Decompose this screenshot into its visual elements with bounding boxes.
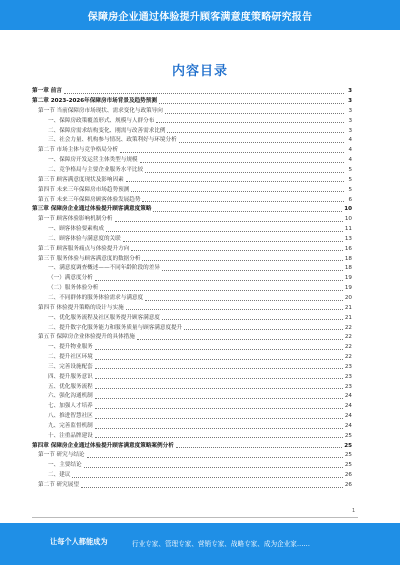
toc-entry-label: 二、建议 (48, 472, 71, 479)
toc-entry[interactable] (32, 469, 352, 479)
toc-entry[interactable] (32, 164, 352, 174)
toc-entry[interactable] (32, 115, 352, 125)
toc-entry[interactable] (32, 144, 352, 154)
toc-entry[interactable] (32, 233, 352, 243)
toc-entry-page: 5 (348, 176, 352, 183)
toc-entry-label: 一、提升物业服务 (48, 344, 93, 351)
toc-entry[interactable] (32, 321, 352, 331)
toc-entry-label: 七、加强人才培养 (48, 403, 93, 410)
toc-entry[interactable] (32, 252, 352, 262)
toc-entry-page: 23 (344, 383, 352, 390)
toc-leader-dots (64, 93, 344, 94)
toc-entry-label: 二、不同群体的服务体验需求与满意度 (48, 294, 144, 301)
toc-entry-page: 25 (344, 442, 352, 449)
toc-leader-dots (145, 172, 344, 173)
toc-leader-dots (131, 191, 344, 192)
toc-leader-dots (120, 152, 344, 153)
toc-leader-dots (184, 329, 343, 330)
toc-entry-page: 22 (344, 324, 352, 331)
toc-entry[interactable] (32, 341, 352, 351)
toc-leader-dots (156, 122, 344, 123)
toc-leader-dots (95, 378, 343, 379)
toc-entry[interactable] (32, 351, 352, 361)
toc-leader-dots (165, 113, 344, 114)
toc-entry-page: 11 (344, 226, 352, 233)
toc-leader-dots (72, 477, 342, 478)
toc-entry-page: 25 (344, 452, 352, 459)
toc-leader-dots (131, 250, 343, 251)
toc-entry-label: 一、顾客体验要素构成 (48, 226, 104, 233)
toc-entry[interactable] (32, 193, 352, 203)
footer-slogan: 让每个人都能成为 (50, 537, 108, 546)
toc-entry-label: 第一节 顾客体验影响机制分析 (38, 216, 113, 223)
toc-entry-page: 5 (348, 167, 352, 173)
toc-entry[interactable] (32, 302, 352, 312)
toc-leader-dots (100, 290, 343, 291)
toc-entry-page: 22 (344, 334, 352, 341)
toc-leader-dots (176, 447, 342, 448)
toc-leader-dots (95, 437, 343, 438)
toc-entry[interactable] (32, 311, 352, 321)
toc-leader-dots (95, 280, 343, 281)
toc-entry-label: 三、完善设施配套 (48, 363, 93, 370)
toc-entry-page: 3 (348, 107, 352, 114)
toc-entry[interactable] (32, 262, 352, 272)
toc-entry[interactable] (32, 134, 352, 144)
toc-entry-label: 第一节 研究与结论 (38, 452, 85, 459)
toc-entry-page: 24 (344, 422, 352, 429)
toc-entry[interactable] (32, 439, 352, 449)
toc-leader-dots (95, 418, 343, 419)
toc-leader-dots (95, 398, 343, 399)
toc-entry-page: 26 (344, 472, 352, 479)
toc-entry[interactable] (32, 370, 352, 380)
footer-bar (0, 523, 400, 565)
toc-entry-label: （一）满意度分析 (48, 275, 93, 282)
toc-entry-label: 一、保障房政策覆盖形式、规模与人群分布 (48, 117, 155, 124)
toc-entry-label: 一、满意度调查概述——不同年龄阶段的差异 (48, 265, 160, 272)
toc-entry-label: 三、社会力量、机构参与情况、政策利好与环境分析 (48, 137, 177, 144)
toc-leader-dots (153, 211, 342, 212)
toc-entry-page: 4 (348, 147, 352, 154)
toc-entry-page: 24 (344, 403, 352, 410)
toc-entry-label: 一、主要结论 (48, 462, 82, 469)
toc-entry-label: 第一章 前言 (32, 88, 62, 95)
toc-leader-dots (126, 181, 344, 182)
toc-entry-page: 21 (344, 314, 352, 321)
toc-entry[interactable] (32, 331, 352, 341)
toc-entry-label: 二、竞争格局与主要企业服务水平比较 (48, 167, 144, 173)
toc-leader-dots (145, 300, 343, 301)
toc-entry[interactable] (32, 272, 352, 282)
toc-entry[interactable] (32, 154, 352, 164)
toc-entry-page: 4 (348, 157, 352, 164)
toc-entry-page: 26 (344, 482, 352, 488)
toc-entry[interactable] (32, 282, 352, 292)
toc-entry[interactable] (32, 223, 352, 233)
toc-entry-label: 第三章 保障房企业通过体验提升顾客满意度策略 (32, 206, 152, 213)
toc-entry-label: 二、保障房需求结构变化、刚需与改善需求比例 (48, 127, 166, 134)
toc-entry-page: 19 (344, 275, 352, 282)
toc-leader-dots (123, 241, 343, 242)
toc-entry[interactable] (32, 85, 352, 95)
toc-entry-label: 第三节 服务体验与顾客满意度的数据分析 (38, 255, 141, 262)
toc-entry-page: 10 (344, 206, 352, 213)
toc-entry-label: 第四节 体验提升策略的设计与实施 (38, 304, 124, 311)
toc-entry-label: 六、强化沟通机制 (48, 393, 93, 400)
toc-entry-page: 18 (344, 255, 352, 262)
toc-entry-label: （二）服务体验分析 (48, 285, 99, 292)
toc-entry-page: 3 (348, 98, 352, 105)
toc-entry-label: 二、顾客体验与满意度的关联 (48, 235, 121, 242)
toc-entry-page: 5 (348, 186, 352, 193)
toc-entry-label: 第四节 未来三年保障房市场趋势预测 (38, 186, 130, 193)
toc-entry-page: 23 (344, 373, 352, 380)
toc-entry[interactable] (32, 124, 352, 134)
footer-roles: 行业专家、管理专家、营销专家、战略专家、成为企业家…… (132, 540, 311, 548)
toc-leader-dots (142, 201, 344, 202)
toc-entry-label: 一、保障房开发运营主体类型与规模 (48, 157, 138, 164)
toc-leader-dots (140, 162, 344, 163)
toc-entry-label: 四、提升服务意识 (48, 373, 93, 380)
toc-entry-label: 二、提升数字化服务能力和服务质量与顾客满意度提升 (48, 324, 183, 331)
toc-entry[interactable] (32, 449, 352, 459)
toc-entry[interactable] (32, 183, 352, 193)
toc-entry-label: 二、提升社区环境 (48, 354, 93, 361)
toc-entry-page: 18 (344, 265, 352, 272)
toc-entry-label: 第三节 顾客满意度现状及影响因素 (38, 176, 124, 183)
toc-entry-label: 九、完善监督机制 (48, 422, 93, 429)
toc-entry-page: 3 (348, 117, 352, 124)
toc-entry-label: 第二节 研究展望 (38, 482, 79, 488)
toc-entry[interactable] (32, 380, 352, 390)
toc-entry-label: 第四章 保障房企业通过体验提升顾客满意度策略案例分析 (32, 442, 174, 449)
toc-entry-page: 3 (348, 127, 352, 134)
toc-leader-dots (95, 349, 343, 350)
toc-entry-label: 第一节 当前保障房市场现状、需求变化与政策导向 (38, 107, 163, 114)
toc-leader-dots (87, 457, 343, 458)
toc-leader-dots (142, 260, 342, 261)
toc-leader-dots (126, 309, 343, 310)
page-divider (32, 517, 358, 518)
toc-leader-dots (179, 142, 344, 143)
toc-entry-page: 22 (344, 354, 352, 361)
toc-entry[interactable] (32, 203, 352, 213)
toc-entry-page: 24 (344, 393, 352, 400)
toc-entry-label: 十、注重品牌建设 (48, 432, 93, 439)
toc-leader-dots (115, 221, 343, 222)
toc-entry-page: 23 (344, 363, 352, 370)
toc-leader-dots (84, 467, 343, 468)
toc-entry-page: 22 (344, 344, 352, 351)
toc-leader-dots (95, 368, 343, 369)
toc-entry[interactable] (32, 459, 352, 469)
toc-leader-dots (162, 270, 343, 271)
toc-leader-dots (137, 339, 343, 340)
toc-leader-dots (95, 428, 343, 429)
toc-entry[interactable] (32, 430, 352, 440)
toc-entry-page: 6 (348, 196, 352, 203)
toc-leader-dots (95, 359, 343, 360)
toc-entry-label: 五、优化服务流程 (48, 383, 93, 390)
toc-entry-page: 20 (344, 294, 352, 301)
toc-entry[interactable] (32, 95, 352, 105)
toc-entry[interactable] (32, 174, 352, 184)
toc-entry[interactable] (32, 400, 352, 410)
toc-leader-dots (162, 319, 343, 320)
toc-entry-label: 第二节 市场主体与竞争格局分析 (38, 147, 119, 154)
toc-entry[interactable] (32, 213, 352, 223)
toc-entry-page: 4 (348, 137, 352, 144)
toc-entry[interactable] (32, 105, 352, 115)
toc-entry-page: 25 (344, 432, 352, 439)
toc-leader-dots (95, 388, 343, 389)
toc-entry-label: 第二章 2023-2026年保障房市场背景及趋势预测 (32, 98, 157, 105)
table-of-contents (32, 85, 352, 489)
toc-entry[interactable] (32, 243, 352, 253)
toc-entry-page: 24 (344, 413, 352, 420)
toc-heading: 内容目录 (171, 64, 228, 79)
toc-entry-label: 第五节 保障房企业体验提升的具体措施 (38, 334, 135, 341)
toc-entry[interactable] (32, 479, 352, 489)
toc-entry-label: 一、优化服务流程及社区服务提升顾客满意度 (48, 314, 160, 321)
toc-entry[interactable] (32, 361, 352, 371)
page-number: 1 (352, 508, 356, 514)
toc-entry-page: 19 (344, 285, 352, 292)
toc-entry-label: 第五节 未来三年保障房顾客体验发展趋势 (38, 196, 141, 203)
toc-entry-page: 3 (348, 88, 352, 95)
toc-leader-dots (106, 231, 343, 232)
toc-entry-page: 21 (344, 304, 352, 311)
toc-entry[interactable] (32, 420, 352, 430)
toc-leader-dots (95, 408, 343, 409)
report-header-bar (0, 0, 400, 30)
toc-entry-page: 16 (344, 245, 352, 252)
toc-entry[interactable] (32, 390, 352, 400)
toc-entry[interactable] (32, 410, 352, 420)
report-title: 保障房企业通过体验提升顾客满意度策略研究报告 (87, 11, 313, 23)
toc-entry-page: 13 (344, 235, 352, 242)
toc-entry-label: 八、推进智慧社区 (48, 413, 93, 420)
toc-entry-page: 25 (344, 462, 352, 469)
toc-entry-label: 第二节 顾客服务痛点与体验提升方向 (38, 245, 130, 252)
toc-leader-dots (81, 487, 343, 488)
toc-entry-page: 10 (344, 216, 352, 223)
toc-entry[interactable] (32, 292, 352, 302)
toc-leader-dots (167, 132, 344, 133)
toc-leader-dots (159, 103, 344, 104)
